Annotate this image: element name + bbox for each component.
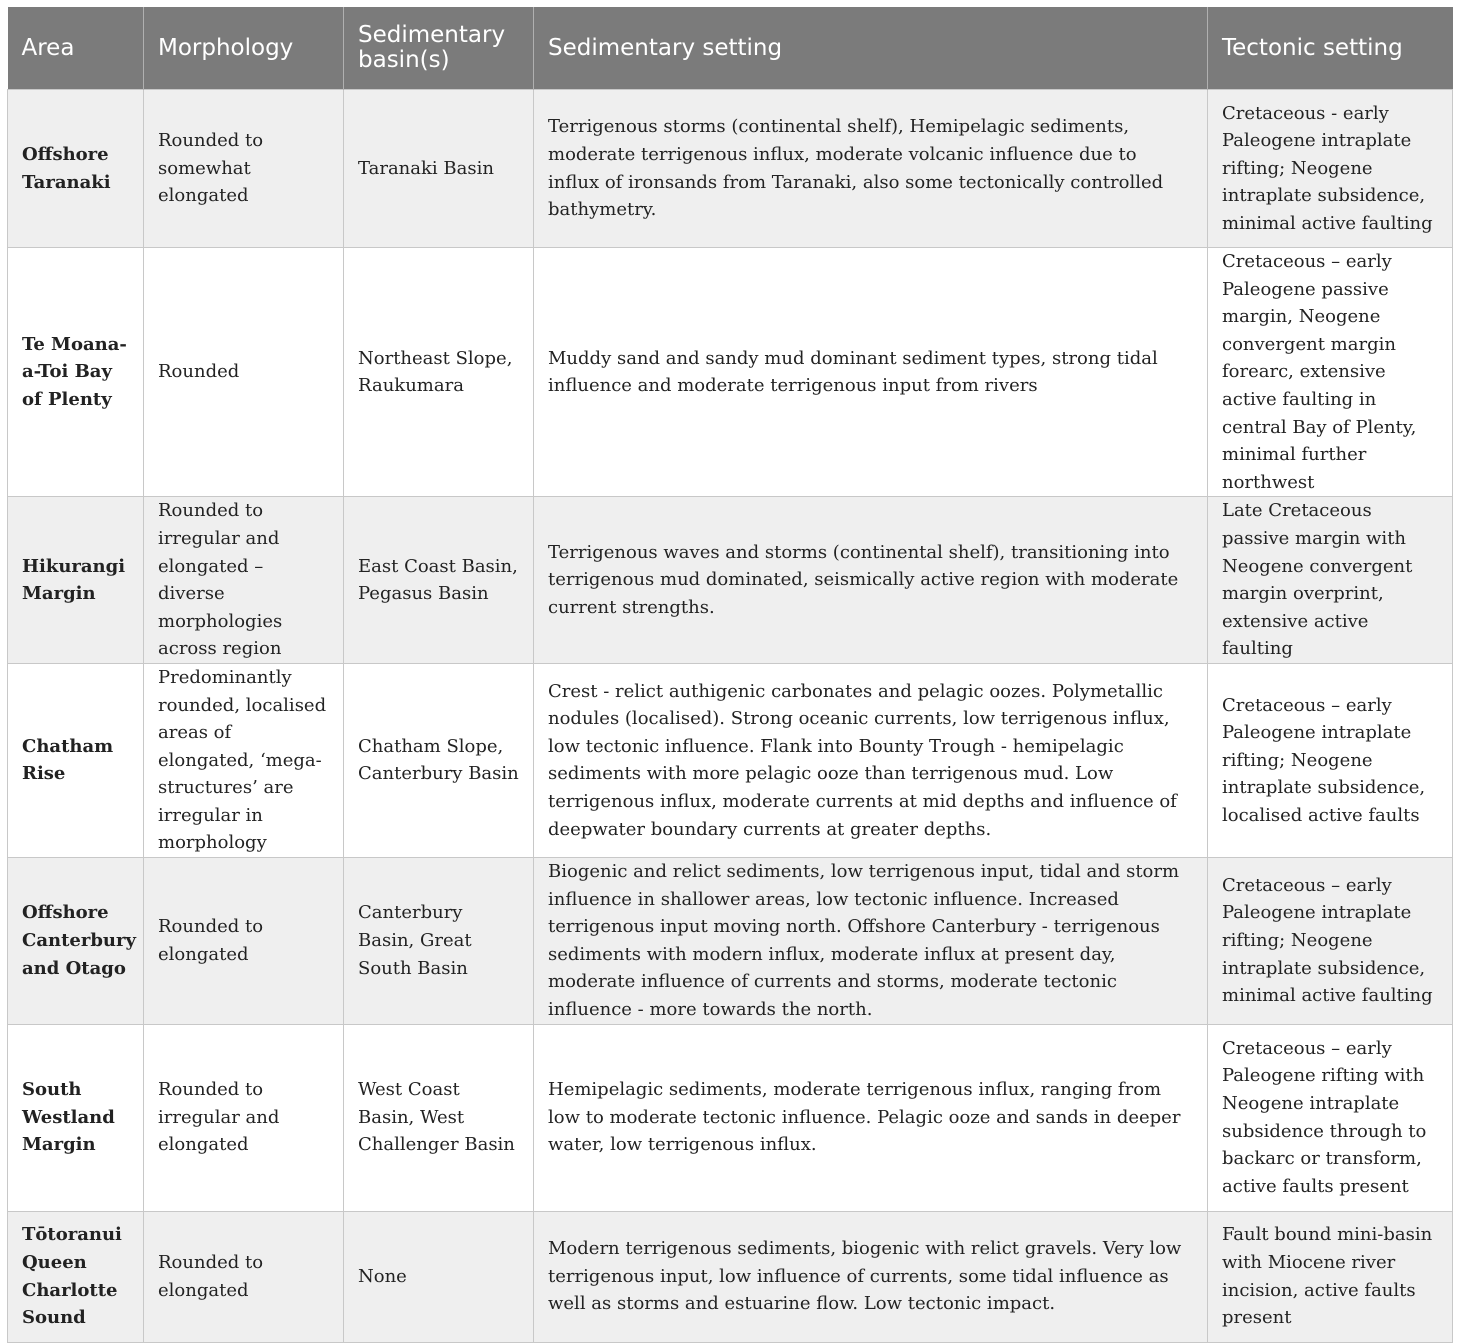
cell-sedimentary-setting: Terrigenous storms (continental shelf), Hemipelagic sediments, moderate terrigenous influx, moderate volcanic influence due to influx of ironsands from Taranaki, also some tectonically controlled bathymetry. [534, 90, 1208, 248]
table-row [8, 663, 1453, 857]
header-morphology: Morphology [144, 7, 344, 90]
cell-tectonic-setting: Cretaceous – early Paleogene rifting with Neogene intraplate subsidence through to backarc or transform, active faults present [1208, 1024, 1453, 1211]
cell-sedimentary-setting: Hemipelagic sediments, moderate terrigenous influx, ranging from low to moderate tectonic influence. Pelagic ooze and sands in deeper water, low terrigenous influx. [534, 1024, 1208, 1211]
cell-basins: Canterbury Basin, Great South Basin [344, 858, 534, 1025]
cell-tectonic-setting: Late Cretaceous passive margin with Neogene convergent margin overprint, extensive active faulting [1208, 497, 1453, 664]
cell-sedimentary-setting: Muddy sand and sandy mud dominant sediment types, strong tidal influence and moderate terrigenous input from rivers [534, 248, 1208, 497]
cell-morphology: Rounded to irregular and elongated – diverse morphologies across region [144, 497, 344, 664]
cell-area: Offshore Taranaki [8, 90, 144, 248]
cell-morphology: Predominantly rounded, localised areas of elongated, ‘mega-structures’ are irregular in morphology [144, 663, 344, 857]
cell-area: Offshore Canterbury and Otago [8, 858, 144, 1025]
header-area: Area [8, 7, 144, 90]
cell-morphology: Rounded [144, 248, 344, 497]
cell-morphology: Rounded to elongated [144, 858, 344, 1025]
cell-sedimentary-setting: Crest - relict authigenic carbonates and pelagic oozes. Polymetallic nodules (localised). Strong oceanic currents, low terrigenous influx, low tectonic influence. Flank into Bounty Trough - hemipelagic sediments with more pelagic ooze than terrigenous mud. Low terrigenous influx, moderate currents at mid depths and influence of deepwater boundary currents at greater depths. [534, 663, 1208, 857]
header-sedimentary-setting: Sedimentary setting [534, 7, 1208, 90]
sediment-table [7, 7, 1453, 1343]
cell-area: South Westland Margin [8, 1024, 144, 1211]
cell-basins: None [344, 1211, 534, 1342]
table-row [8, 497, 1453, 664]
cell-sedimentary-setting: Terrigenous waves and storms (continental shelf), transitioning into terrigenous mud dominated, seismically active region with moderate current strengths. [534, 497, 1208, 664]
cell-tectonic-setting: Cretaceous – early Paleogene intraplate rifting; Neogene intraplate subsidence, minimal active faulting [1208, 858, 1453, 1025]
cell-morphology: Rounded to elongated [144, 1211, 344, 1342]
table-row [8, 90, 1453, 248]
table-row [8, 858, 1453, 1025]
table-container [7, 7, 1452, 1343]
cell-tectonic-setting: Cretaceous – early Paleogene intraplate rifting; Neogene intraplate subsidence, localised active faults [1208, 663, 1453, 857]
cell-tectonic-setting: Cretaceous - early Paleogene intraplate rifting; Neogene intraplate subsidence, minimal active faulting [1208, 90, 1453, 248]
cell-sedimentary-setting: Biogenic and relict sediments, low terrigenous input, tidal and storm influence in shallower areas, low tectonic influence. Increased terrigenous input moving north. Offshore Canterbury - terrigenous sediments with modern influx, moderate influx at present day, moderate influence of currents and storms, moderate tectonic influence - more towards the north. [534, 858, 1208, 1025]
cell-tectonic-setting: Fault bound mini-basin with Miocene river incision, active faults present [1208, 1211, 1453, 1342]
header-sedimentary-basins: Sedimentary basin(s) [344, 7, 534, 90]
cell-area: Te Moana-a-Toi Bay of Plenty [8, 248, 144, 497]
cell-basins: West Coast Basin, West Challenger Basin [344, 1024, 534, 1211]
cell-morphology: Rounded to somewhat elongated [144, 90, 344, 248]
table-row [8, 1024, 1453, 1211]
cell-tectonic-setting: Cretaceous – early Paleogene passive margin, Neogene convergent margin forearc, extensive active faulting in central Bay of Plenty, minimal further northwest [1208, 248, 1453, 497]
header-tectonic-setting: Tectonic setting [1208, 7, 1453, 90]
cell-area: Tōtoranui Queen Charlotte Sound [8, 1211, 144, 1342]
cell-area: Chatham Rise [8, 663, 144, 857]
cell-morphology: Rounded to irregular and elongated [144, 1024, 344, 1211]
cell-basins: Northeast Slope, Raukumara [344, 248, 534, 497]
cell-basins: Chatham Slope, Canterbury Basin [344, 663, 534, 857]
table-row [8, 1211, 1453, 1342]
table-body [8, 90, 1453, 1343]
cell-area: Hikurangi Margin [8, 497, 144, 664]
table-row [8, 248, 1453, 497]
cell-sedimentary-setting: Modern terrigenous sediments, biogenic with relict gravels. Very low terrigenous input, low influence of currents, some tidal influence as well as storms and estuarine flow. Low tectonic impact. [534, 1211, 1208, 1342]
cell-basins: East Coast Basin, Pegasus Basin [344, 497, 534, 664]
header-row [8, 7, 1453, 90]
cell-basins: Taranaki Basin [344, 90, 534, 248]
table-header [8, 7, 1453, 90]
